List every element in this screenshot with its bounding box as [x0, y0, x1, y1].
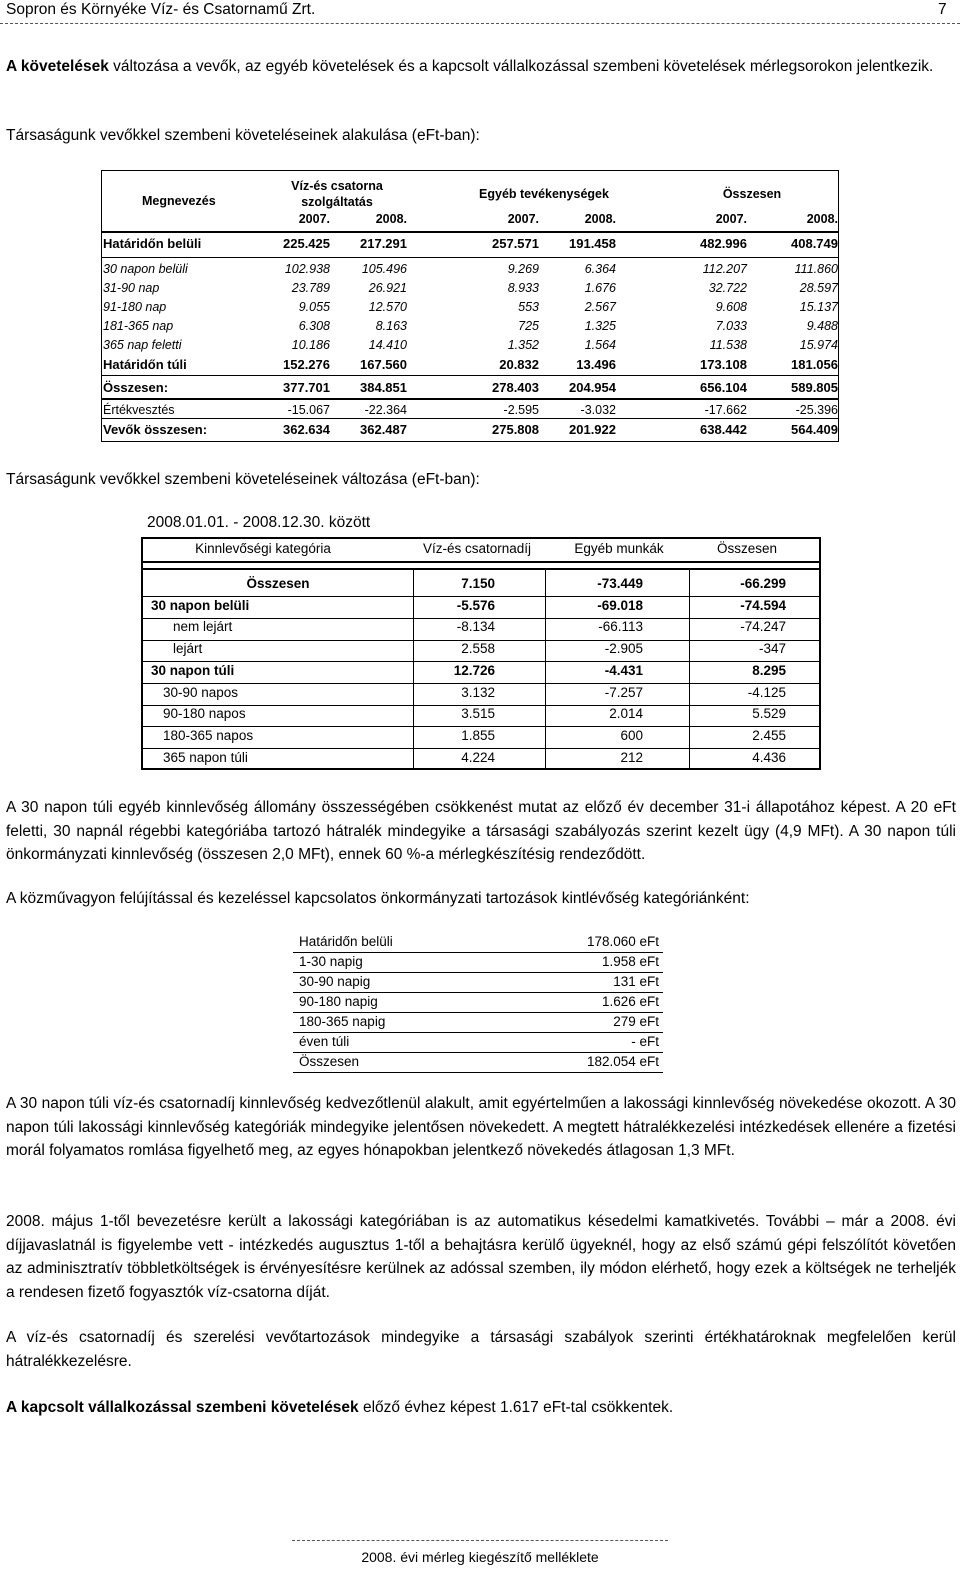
column-header: Víz-és csatornadíj	[422, 541, 532, 556]
row-value: -347	[758, 641, 786, 657]
row-value: 2.014	[609, 706, 643, 722]
row-value: 102.938	[284, 262, 330, 276]
row-value: 725	[518, 319, 539, 333]
paragraph-6	[6, 1396, 956, 1420]
row-label: 30 napon belüli	[151, 597, 250, 613]
row-value: -74.247	[740, 619, 786, 635]
row-value: 15.974	[799, 338, 838, 352]
table-row	[102, 380, 838, 398]
intro-bold: A követelések	[6, 58, 109, 75]
row-value: -22.364	[364, 403, 407, 417]
row-label: Vevők összesen:	[103, 422, 208, 437]
row-value: 5.529	[752, 706, 786, 722]
row-label: Értékvesztés	[103, 403, 175, 417]
row-value: 257.571	[492, 236, 539, 251]
row-value: 181.056	[791, 357, 838, 372]
row-value: -66.113	[598, 619, 643, 635]
footer-divider	[292, 1540, 668, 1541]
table2-title: Társaságunk vevőkkel szembeni követeléseinek változása (eFt-ban):	[6, 471, 480, 488]
row-value: 131 eFt	[613, 974, 659, 989]
table-row	[143, 640, 819, 661]
row-label: Határidőn túli	[103, 357, 187, 372]
row-value: 23.789	[291, 281, 330, 295]
row-value: 225.425	[283, 236, 330, 251]
row-value: 28.597	[799, 281, 838, 295]
paragraph-1: A 30 napon túli egyéb kinnlevőség állomány összességében csökkenést mutat az előző év december 31-i állapotához képest. A 20 eFt feletti, 30 napnál régebbi kategóriába tartozó hátralék mindegyike a társasági szabályozás szerint kezelt ügy (4,9 MFt). A 30 napon túli önkormányzati kinnlevőség (összesen 2,0 MFt), ennek 60 %-a mérlegkészítésig rendeződött.	[6, 799, 956, 863]
t2-header-rule2	[143, 568, 819, 570]
row-value: 377.701	[283, 380, 330, 395]
row-label: Összesen	[299, 1054, 360, 1069]
t1-row-rule	[102, 398, 838, 400]
row-value: -74.594	[740, 597, 786, 613]
row-label: 91-180 nap	[103, 300, 167, 314]
list-item	[293, 933, 663, 953]
row-value: -17.662	[704, 403, 747, 417]
row-value: 9.608	[715, 300, 747, 314]
row-value: -2.905	[604, 641, 643, 657]
table-row	[143, 662, 819, 683]
row-label: Határidőn belüli	[103, 236, 202, 251]
row-value: 6.308	[298, 319, 330, 333]
table1-title: Társaságunk vevőkkel szembeni követeléseinek alakulása (eFt-ban):	[6, 127, 480, 144]
row-value: -25.396	[795, 403, 838, 417]
row-value: 9.269	[507, 262, 539, 276]
year-header: 2008.	[584, 212, 616, 226]
year-header: 2007.	[507, 212, 539, 226]
row-value: 12.726	[453, 662, 495, 678]
row-value: 178.060 eFt	[586, 934, 659, 949]
row-label: nem lejárt	[173, 619, 233, 635]
row-value: 638.442	[700, 422, 747, 437]
paragraph-4: 2008. május 1-től bevezetésre került a lakossági kategóriában is az automatikus késedelmi kamatkivetés. További – már a 2008. évi díjjavaslatnál is figyelembe vett - intézkedés augusztus 1-től a behajtásra kerülő ügyeknél, hogy az első számú gépi felszólítót követően az adminisztratív többletköltségek is érvényesítésre kerülnek az adóssal szemben, ily módon elérhető, hogy ezek a költségek ne terheljék a rendesen fizető fogyasztók víz-csatorna díját.	[6, 1213, 956, 1301]
header-divider	[0, 23, 960, 24]
row-value: 13.496	[576, 357, 616, 372]
row-value: - eFt	[631, 1034, 659, 1049]
paragraph-2: A közművagyon felújítással és kezeléssel kapcsolatos önkormányzati tartozások kintlévőség kategóriánként:	[6, 890, 750, 907]
change-table	[141, 537, 821, 770]
row-label: 90-180 napos	[163, 706, 246, 722]
year-header: 2008.	[375, 212, 407, 226]
table-row	[143, 684, 819, 705]
row-value: 384.851	[360, 380, 407, 395]
header-egyeb: Egyéb tevékenységek	[479, 187, 609, 201]
row-value: 2.558	[461, 641, 495, 657]
row-value: -69.018	[597, 597, 643, 613]
list-item	[293, 1033, 663, 1053]
row-value: 4.436	[752, 749, 786, 765]
para6-bold: A kapcsolt vállalkozással szembeni követelések	[6, 1399, 359, 1416]
row-value: 2.567	[584, 300, 616, 314]
row-value: 173.108	[700, 357, 747, 372]
row-value: 8.295	[752, 662, 786, 678]
row-value: 482.996	[700, 236, 747, 251]
row-value: 11.538	[709, 338, 747, 352]
table-row	[102, 319, 838, 337]
row-label: Összesen	[246, 576, 310, 591]
row-value: 553	[518, 300, 539, 314]
table-row	[102, 300, 838, 318]
list-item	[293, 953, 663, 973]
row-value: 564.409	[791, 422, 838, 437]
row-value: 362.634	[283, 422, 330, 437]
row-value: 4.224	[461, 749, 495, 765]
table-row	[102, 357, 838, 375]
row-value: -4.431	[604, 662, 643, 678]
table-row	[143, 749, 819, 770]
table-row	[102, 338, 838, 356]
year-header: 2007.	[298, 212, 330, 226]
row-value: 182.054 eFt	[586, 1054, 659, 1069]
row-label: 365 nap feletti	[103, 338, 182, 352]
row-value: -66.299	[740, 576, 786, 591]
row-value: 191.458	[569, 236, 616, 251]
row-value: 20.832	[499, 357, 539, 372]
list-item	[293, 1053, 663, 1073]
intro-rest: változása a vevők, az egyéb követelések és a kapcsolt vállalkozással szembeni követelések mérlegsorokon jelentkezik.	[108, 58, 934, 75]
row-value: 26.921	[368, 281, 407, 295]
table-row	[102, 262, 838, 280]
row-label: 180-365 napig	[299, 1014, 386, 1029]
row-value: -2.595	[503, 403, 539, 417]
year-header: 2008.	[806, 212, 838, 226]
row-value: -8.134	[456, 619, 495, 635]
row-label: 30 napon belüli	[103, 262, 188, 276]
header-company: Sopron és Környéke Víz- és Csatornamű Zrt.	[6, 1, 316, 18]
row-label: 30-90 napos	[163, 684, 239, 700]
row-value: 167.560	[360, 357, 407, 372]
row-value: -4.125	[747, 684, 786, 700]
row-value: 7.150	[461, 576, 495, 591]
row-value: 8.933	[507, 281, 539, 295]
row-value: -7.257	[604, 684, 643, 700]
row-label: Összesen:	[103, 380, 169, 395]
t1-row-rule	[102, 257, 838, 258]
table-row	[143, 727, 819, 748]
table-row	[143, 597, 819, 618]
table-row	[102, 422, 838, 440]
municipal-debt-table	[293, 933, 663, 1073]
row-value: 1.855	[461, 727, 495, 743]
table2-period: 2008.01.01. - 2008.12.30. között	[147, 514, 371, 531]
row-value: 408.749	[791, 236, 838, 251]
row-value: 204.954	[569, 380, 616, 395]
t1-header-rule	[102, 231, 838, 233]
t2-header-rule	[143, 561, 819, 563]
row-value: 15.137	[799, 300, 838, 314]
table-row	[143, 705, 819, 726]
row-value: -3.032	[580, 403, 616, 417]
row-label: 181-365 nap	[103, 319, 174, 333]
table-row	[143, 575, 819, 596]
row-value: 105.496	[361, 262, 407, 276]
row-value: 32.722	[708, 281, 747, 295]
receivables-table	[101, 170, 839, 442]
row-label: 1-30 napig	[299, 954, 363, 969]
row-label: Határidőn belüli	[299, 934, 393, 949]
row-value: 111.860	[794, 262, 838, 276]
footer-text: 2008. évi mérleg kiegészítő melléklete	[361, 1549, 599, 1565]
table-row	[102, 281, 838, 299]
row-value: 7.033	[715, 319, 747, 333]
row-value: 2.455	[752, 727, 786, 743]
year-header: 2007.	[715, 212, 747, 226]
row-value: 112.207	[702, 262, 747, 276]
row-label: éven túli	[299, 1034, 350, 1049]
column-header: Kinnlevőségi kategória	[195, 541, 331, 556]
header-viz-line2: szolgáltatás	[301, 195, 373, 209]
t1-row-rule	[102, 375, 838, 376]
row-label: lejárt	[173, 641, 203, 657]
row-label: 365 napon túli	[163, 749, 248, 765]
column-header: Összesen	[716, 541, 778, 556]
para6-rest: előző évhez képest 1.617 eFt-tal csökkentek.	[358, 1399, 674, 1416]
row-value: -73.449	[597, 576, 643, 591]
paragraph-5: A víz-és csatornadíj és szerelési vevőtartozások mindegyike a társasági szabályok szerinti értékhatároknak megfelelően kerül hátralékkezelésre.	[6, 1329, 956, 1370]
row-value: 3.515	[461, 706, 495, 722]
row-label: 30 napon túli	[151, 662, 235, 678]
row-label: 30-90 napig	[299, 974, 371, 989]
row-value: 1.676	[584, 281, 616, 295]
row-value: 362.487	[360, 422, 407, 437]
list-item	[293, 993, 663, 1013]
row-value: 212	[620, 749, 643, 765]
header-osszesen: Összesen	[722, 187, 782, 201]
list-item	[293, 973, 663, 993]
row-value: -5.576	[456, 597, 495, 613]
row-value: 10.186	[291, 338, 330, 352]
row-value: 8.163	[375, 319, 407, 333]
paragraph-3: A 30 napon túli víz-és csatornadíj kinnlevőség kedvezőtlenül alakult, amit egyértelműen a lakossági kinnlevőség növekedése okozott. A 30 napon túli lakossági kinnlevőség kategóriák mindegyike jelentősen növekedett. A megtett hátralékkezelési intézkedések ellenére a fizetési morál folyamatos romlása figyelhető meg, az egyes hónapokban jelentkező növekedés átlagosan 1,3 MFt.	[6, 1095, 956, 1159]
column-header: Egyéb munkák	[574, 541, 664, 556]
row-value: 1.958 eFt	[601, 954, 659, 969]
row-value: 201.922	[569, 422, 616, 437]
row-value: 217.291	[360, 236, 407, 251]
row-value: 589.805	[791, 380, 838, 395]
table-row	[102, 236, 838, 254]
header-viz-line1: Víz-és csatorna	[291, 179, 383, 193]
intro-paragraph	[6, 55, 956, 79]
header-megnevezes: Megnevezés	[142, 194, 216, 208]
row-value: 9.055	[298, 300, 330, 314]
list-item	[293, 1013, 663, 1033]
row-value: 12.570	[368, 300, 407, 314]
row-value: 1.564	[584, 338, 616, 352]
page-number: 7	[938, 1, 947, 18]
row-value: 656.104	[700, 380, 747, 395]
row-value: 152.276	[283, 357, 330, 372]
row-value: 279 eFt	[613, 1014, 659, 1029]
row-value: 6.364	[584, 262, 616, 276]
row-value: 1.352	[507, 338, 539, 352]
table-row	[143, 618, 819, 639]
row-value: 3.132	[461, 684, 495, 700]
row-value: 278.403	[492, 380, 539, 395]
row-label: 31-90 nap	[103, 281, 160, 295]
row-label: 180-365 napos	[163, 727, 254, 743]
row-label: 90-180 napig	[299, 994, 378, 1009]
row-value: 1.325	[584, 319, 616, 333]
row-value: 275.808	[492, 422, 539, 437]
row-value: 1.626 eFt	[601, 994, 659, 1009]
row-value: 600	[620, 727, 643, 743]
row-value: -15.067	[287, 403, 330, 417]
row-value: 9.488	[806, 319, 838, 333]
row-value: 14.410	[368, 338, 407, 352]
table-row	[102, 403, 838, 421]
